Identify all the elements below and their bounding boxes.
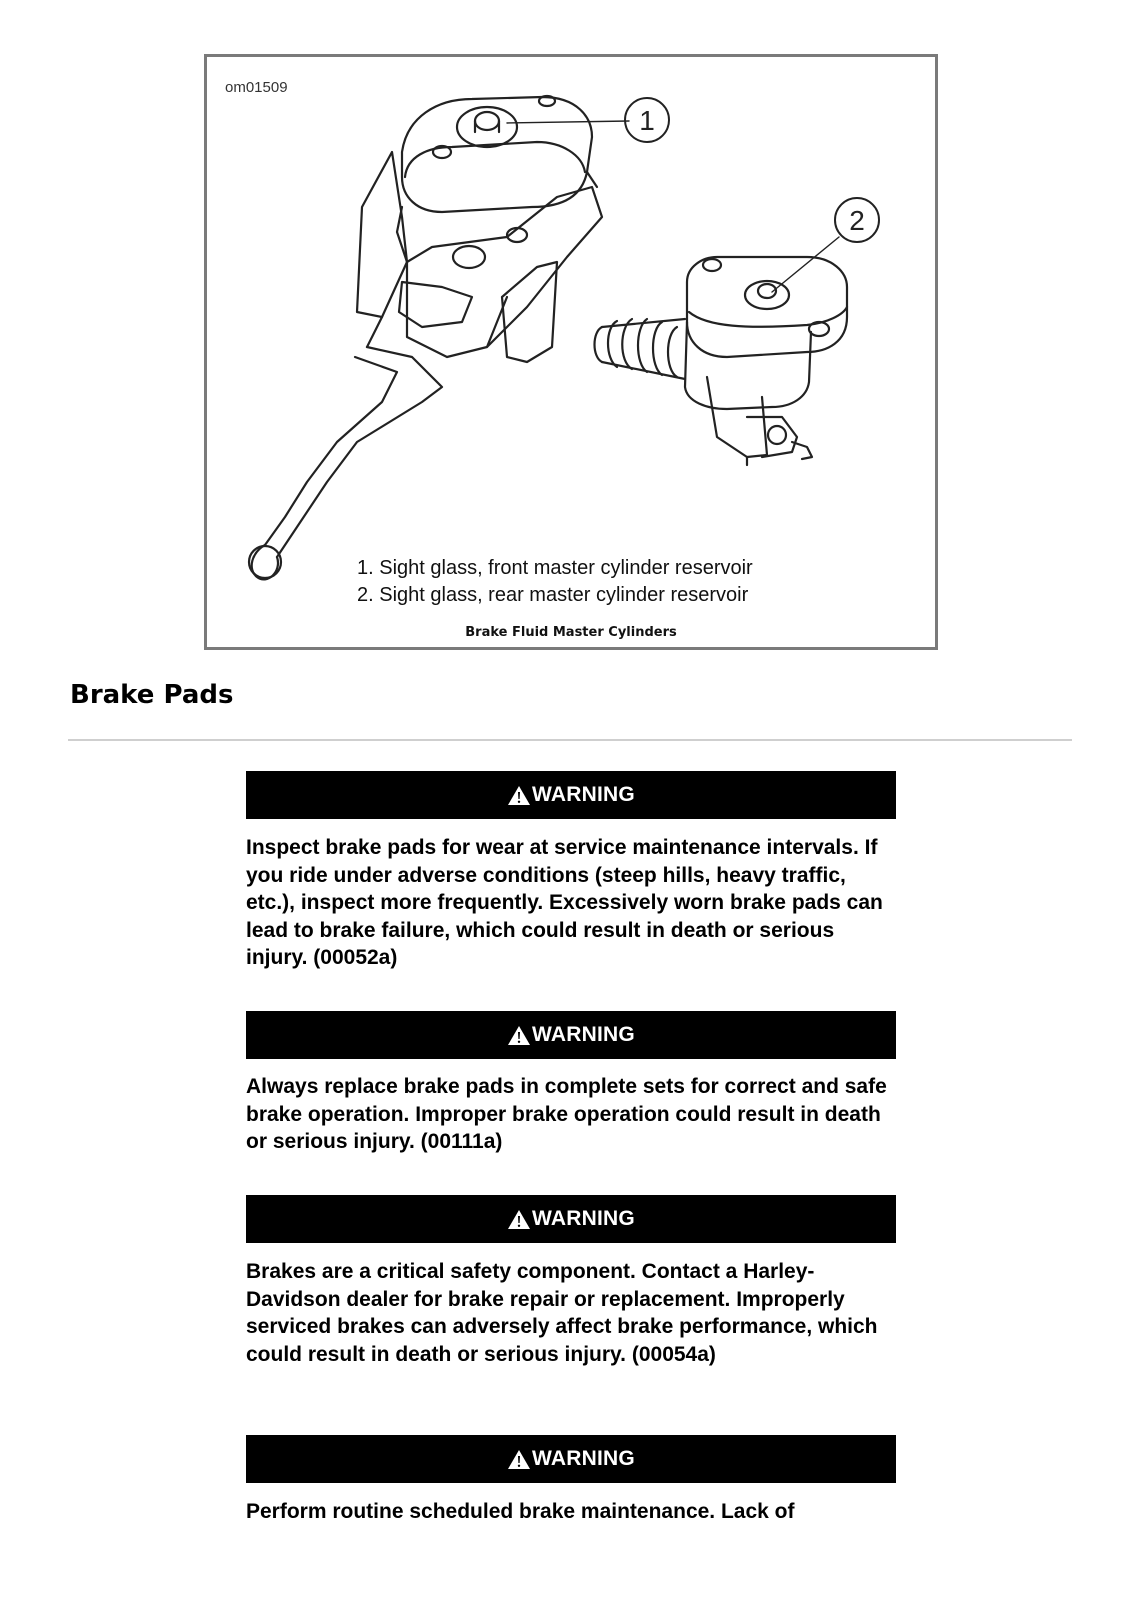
warning-header bbox=[246, 771, 896, 819]
callout-2 bbox=[772, 198, 879, 292]
warning-header bbox=[246, 1435, 896, 1483]
warning-label: WARNING bbox=[532, 783, 635, 806]
rear-master-cylinder-drawing bbox=[595, 257, 848, 465]
warning-label: WARNING bbox=[532, 1023, 635, 1046]
section-title: Brake Pads bbox=[70, 680, 234, 710]
warning-triangle-icon bbox=[507, 785, 531, 806]
callout-2-label: 2 bbox=[849, 205, 865, 236]
warning-triangle-icon bbox=[507, 1025, 531, 1046]
warning-label: WARNING bbox=[532, 1447, 635, 1470]
warning-header bbox=[246, 1011, 896, 1059]
warning-text: Always replace brake pads in complete sets for correct and safe brake operation. Improper brake operation could result in death or serious injury. (00111a) bbox=[246, 1075, 887, 1153]
warning-text: Brakes are a critical safety component. Contact a Harley-Davidson dealer for brake repair or replacement. Improperly serviced brakes can adversely affect brake performance, which could result in death or serious injury. (00054a) bbox=[246, 1260, 878, 1366]
warning-triangle-icon bbox=[507, 1449, 531, 1470]
warning-text: Perform routine scheduled brake maintenance. Lack of bbox=[246, 1500, 795, 1523]
warning-triangle-icon bbox=[507, 1209, 531, 1230]
legend-item-2: 2. Sight glass, rear master cylinder reservoir bbox=[357, 584, 749, 606]
section-divider bbox=[68, 739, 1072, 741]
warning-label: WARNING bbox=[532, 1207, 635, 1230]
warning-header bbox=[246, 1195, 896, 1243]
figure-id: om01509 bbox=[225, 79, 288, 96]
warning-text: Inspect brake pads for wear at service maintenance intervals. If you ride under adverse conditions (steep hills, heavy traffic, etc.), inspect more frequently. Excessively worn brake pads can lead to brake failure, which could result in death or serious injury. (00052a) bbox=[246, 836, 883, 969]
figure-caption: Brake Fluid Master Cylinders bbox=[465, 625, 677, 640]
figure-legend bbox=[357, 555, 753, 609]
legend-item-1: 1. Sight glass, front master cylinder reservoir bbox=[357, 557, 753, 579]
figure-master-cylinders bbox=[204, 54, 938, 650]
callout-1-label: 1 bbox=[639, 105, 655, 136]
front-master-cylinder-drawing bbox=[249, 96, 602, 579]
